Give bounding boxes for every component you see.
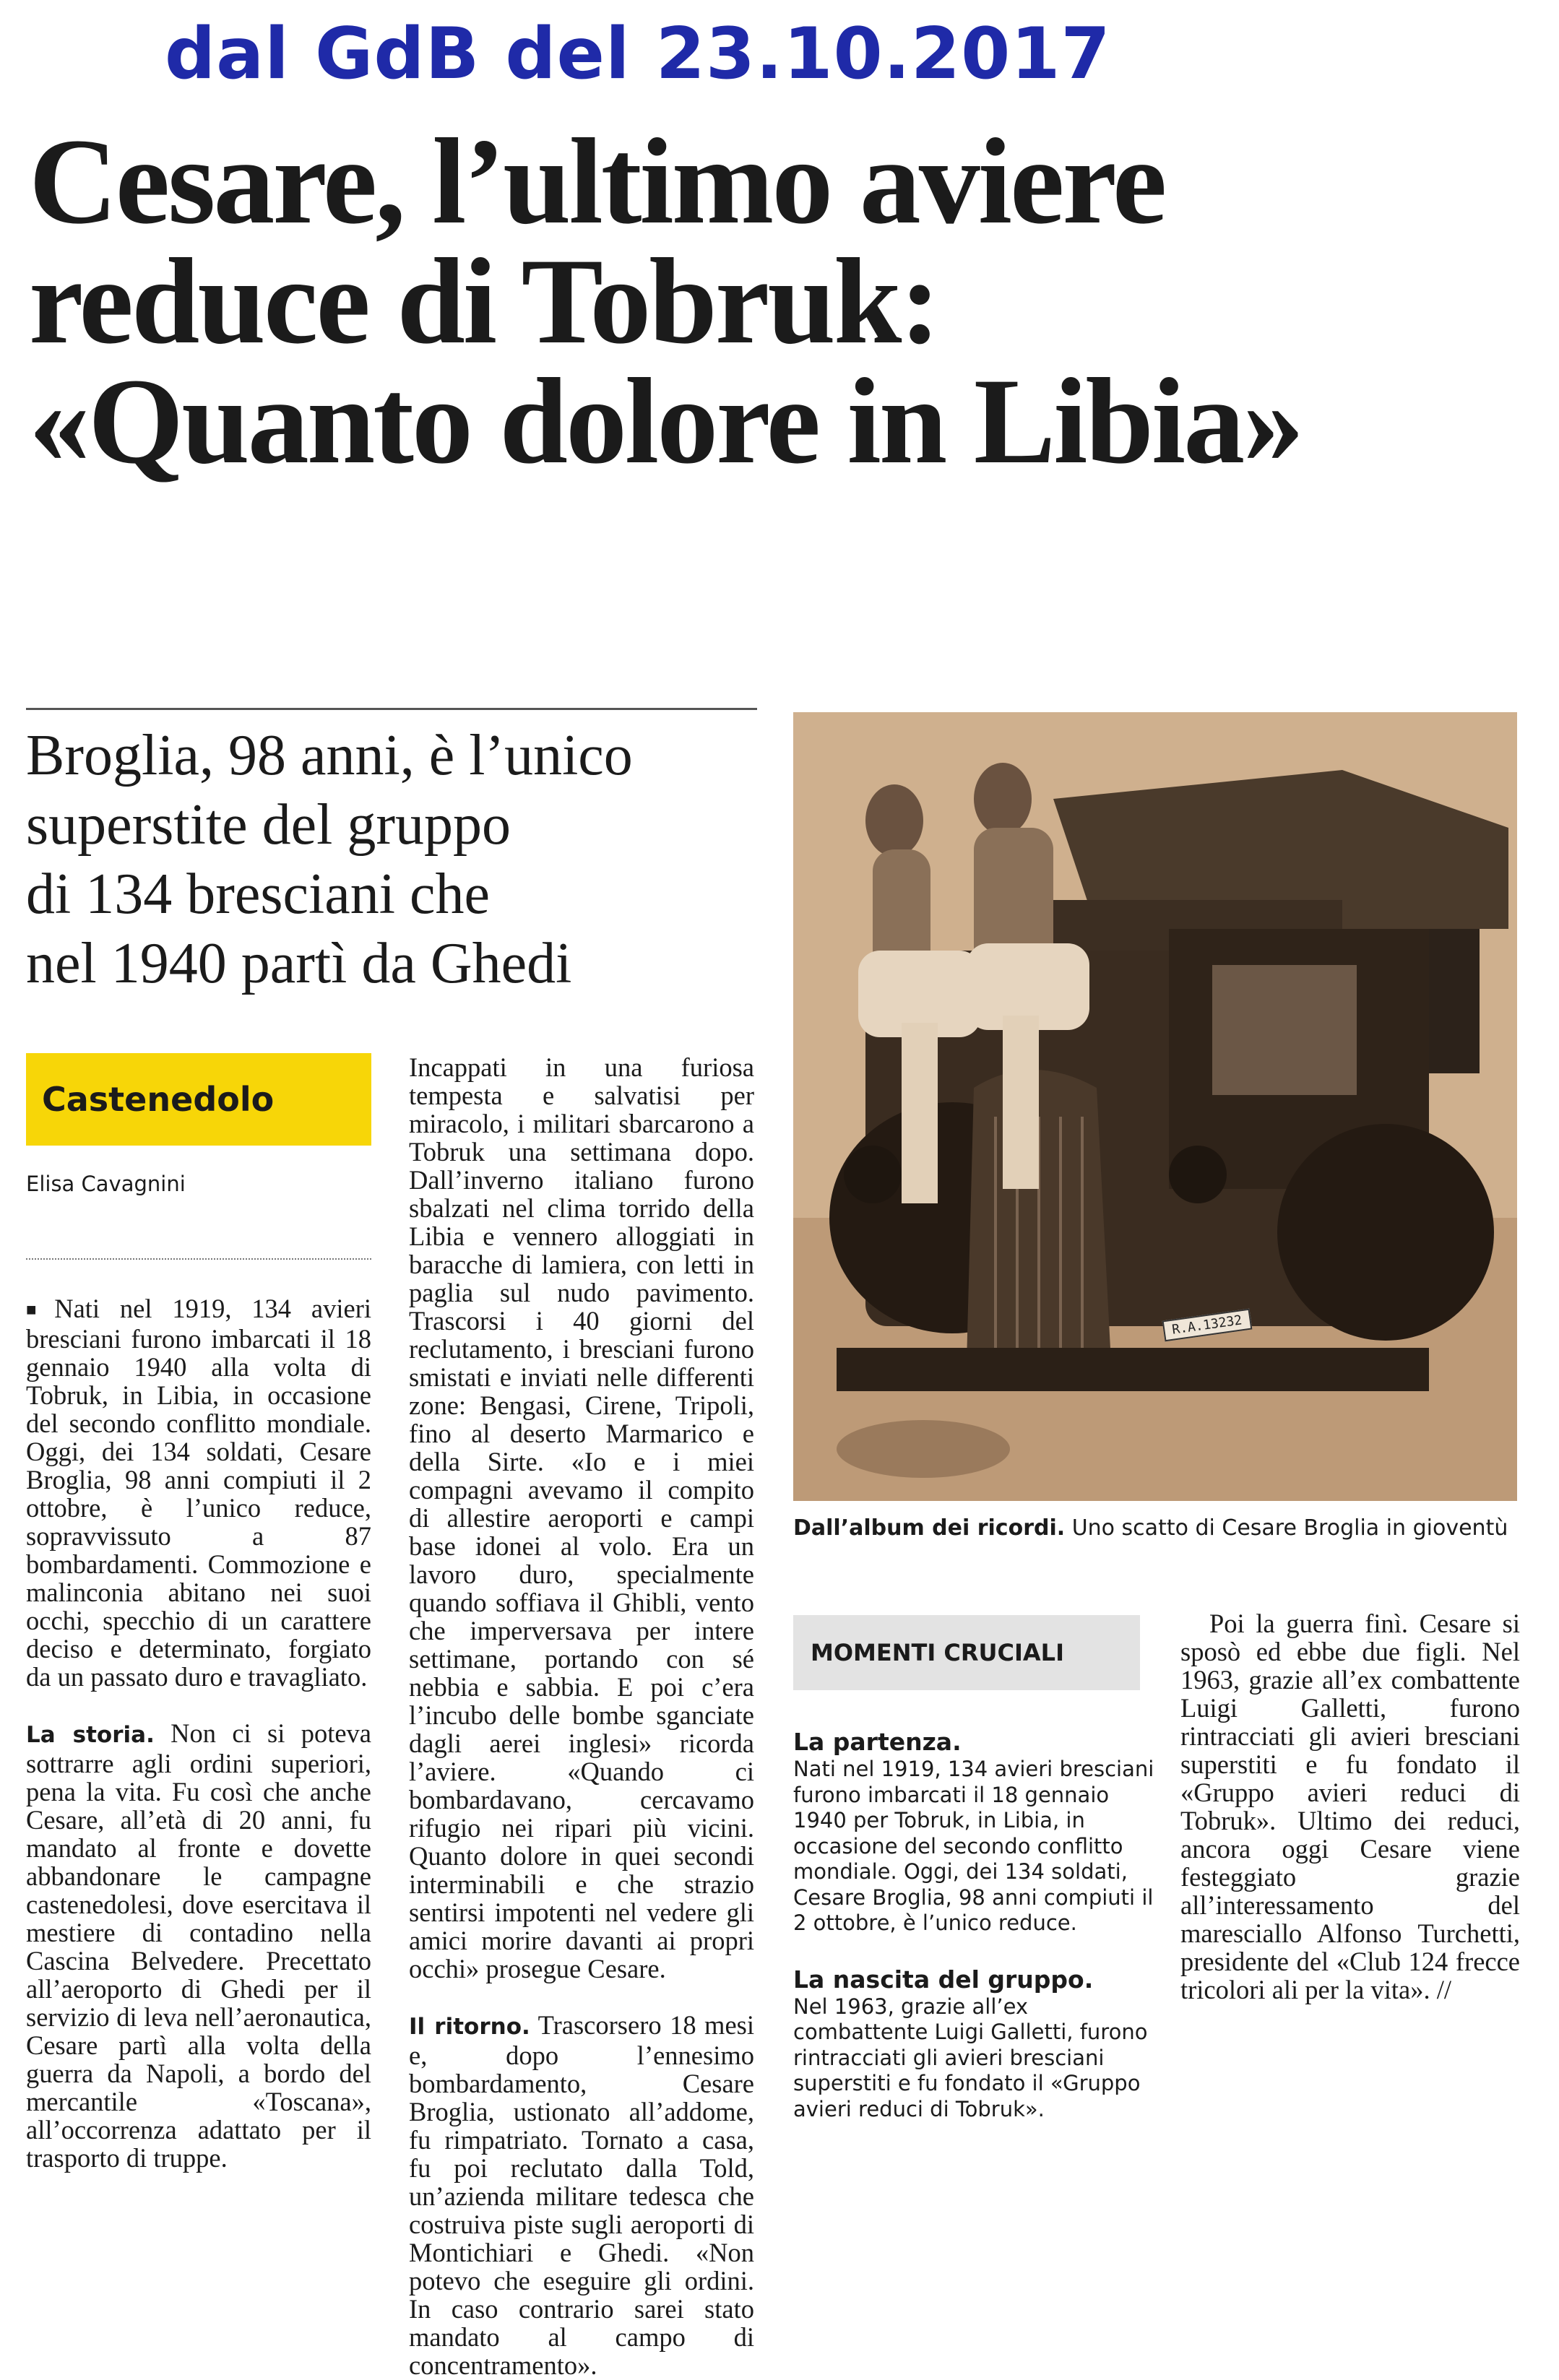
subhead-line-1: Broglia, 98 anni, è l’unico [26, 724, 633, 787]
article-paragraph-intro [26, 1294, 371, 1691]
sidebar-item-1-text: Nati nel 1919, 134 avieri bresciani furono imbarcati il 18 gennaio 1940 per Tobruk, in Libia, in occasione del secondo conflitto mondiale. Oggi, dei 134 soldati, Cesare Broglia, 98 anni compiuti il 2 ottobre, è l’unico reduce. [793, 1757, 1154, 1935]
square-bullet-icon: ■ [26, 1301, 51, 1320]
headline-line-1: Cesare, l’ultimo aviere [29, 113, 1165, 249]
section-lead-ritorno: Il ritorno. [409, 2014, 530, 2040]
headline-line-2: reduce di Tobruk: [29, 233, 939, 369]
article-ritorno-text: Trascorsero 18 mesi e, dopo l’ennesimo bombardamento, Cesare Broglia, ustionato all’addome, fu rimpatriato. Tornato a casa, fu poi reclutato dalla Told, un’azienda militare tedesca che costruiva piste sugli aeroporti di Montichiari e Ghedi. «Non potevo che eseguire gli ordini. In caso contrario sarei stato mandato al campo di concentramento». [409, 2010, 754, 2380]
sidebar-item-2-text: Nel 1963, grazie all’ex combattente Luigi Galletti, furono rintracciati gli avieri bresciani superstiti e fu fondato il «Gruppo avieri reduci di Tobruk». [793, 1994, 1148, 2121]
article-column-1 [26, 1294, 371, 2233]
headline-line-3: «Quanto dolore in Libia» [29, 353, 1303, 489]
section-lead-storia: La storia. [26, 1722, 155, 1748]
article-storia-text: Non ci si poteva sottrarre agli ordini superiori, pena la vita. Fu così che anche Cesare, all’età di 20 anni, fu mandato al fronte e dovette abbandonare le campagne castenedolesi, dove esercitava il mestiere di contadino nella Cascina Belvedere. Precettato all’aeroporto di Ghedi per il servizio di leva nell’aeronautica, Cesare partì alla volta della guerra da Napoli, a bordo del mercantile «Toscana», all’occorrenza adattato per il trasporto di truppe. [26, 1718, 371, 2173]
article-column-3 [1180, 1609, 1520, 2238]
subhead-line-4: nel 1940 partì da Ghedi [26, 932, 572, 995]
photo-illustration [793, 712, 1517, 1501]
subheadline [26, 721, 757, 998]
sidebar-header [793, 1615, 1140, 1690]
historic-photo [793, 712, 1517, 1501]
article-intro-text: Nati nel 1919, 134 avieri bresciani furono imbarcati il 18 gennaio 1940 alla volta di Tobruk, in Libia, in occasione del secondo conflitto mondiale. Oggi, dei 134 soldati, Cesare Broglia, 98 anni compiuti il 2 ottobre, è l’unico reduce, sopravvissuto a 87 bombardamenti. Commozione e malinconia abitano nei suoi occhi, specchio di un carattere deciso e determinato, forgiato da un passato duro e travagliato. [26, 1294, 371, 1692]
article-paragraph-storia [26, 1719, 371, 2172]
caption-title: Dall’album dei ricordi. [793, 1515, 1066, 1541]
article-paragraph-epilogue: Poi la guerra finì. Cesare si sposò ed ebbe due figli. Nel 1963, grazie all’ex combattente Luigi Galletti, furono rintracciati gli avieri bresciani superstiti e fu fondato il «Gruppo avieri reduci di Tobruk». Ultimo dei reduci, ancora oggi Cesare viene festeggiato grazie all’interessamento del maresciallo Alfonso Turchetti, presidente del «Club 124 frecce tricolori ali per la vita». // [1180, 1609, 1520, 2004]
sidebar-item-2-title: La nascita del gruppo. [793, 1965, 1094, 1994]
source-label: dal GdB del 23.10.2017 [165, 13, 1111, 95]
byline-separator [26, 1258, 371, 1260]
license-plate-text: R.A.13232 [1171, 1312, 1243, 1338]
subhead-line-2: superstite del gruppo [26, 793, 511, 857]
photo-caption [793, 1515, 1523, 1541]
article-paragraph-tobruk: Incappati in una furiosa tempesta e salvatisi per miracolo, i militari sbarcarono a Tobruk una settimana dopo. Dall’inverno italiano furono sbalzati nel clima torrido della Libia e vennero alloggiati in baracche di lamiera, con letti in paglia sul nudo pavimento. Trascorsi i 40 giorni del reclutamento, i bresciani furono smistati e inviati nelle differenti zone: Bengasi, Cirene, Tripoli, fino al deserto Marmarico e della Sirte. «Io e i miei compagni avevamo il compito di allestire aeroporti e campi base idonei al volo. Era un lavoro duro, specialmente quando soffiava il Ghibli, vento che imperversava per intere settimane, portando con sé nebbia e sabbia. E poi c’era l’incubo delle bombe sganciate dagli aerei inglesi» ricorda l’aviere. «Quando ci bombardavano, cercavamo rifugio nei ripari più vicini. Quanto dolore in quei secondi interminabili e che strazio sentirsi impotenti nel vedere gli amici morire davanti ai propri occhi» prosegue Cesare. [409, 1052, 754, 1983]
sidebar-title: MOMENTI CRUCIALI [811, 1639, 1064, 1666]
article-paragraph-ritorno [409, 2011, 754, 2379]
subhead-rule [26, 708, 757, 710]
article-column-2 [409, 1052, 754, 2380]
location-tag-label: Castenedolo [42, 1080, 275, 1119]
headline [29, 113, 1539, 489]
sidebar-item-1-title: La partenza. [793, 1728, 962, 1756]
caption-text: Uno scatto di Cesare Broglia in gioventù [1065, 1515, 1508, 1541]
sidebar-box [793, 1728, 1154, 2122]
location-tag [26, 1053, 371, 1146]
author-byline: Elisa Cavagnini [26, 1172, 186, 1196]
subhead-line-3: di 134 bresciani che [26, 862, 490, 926]
